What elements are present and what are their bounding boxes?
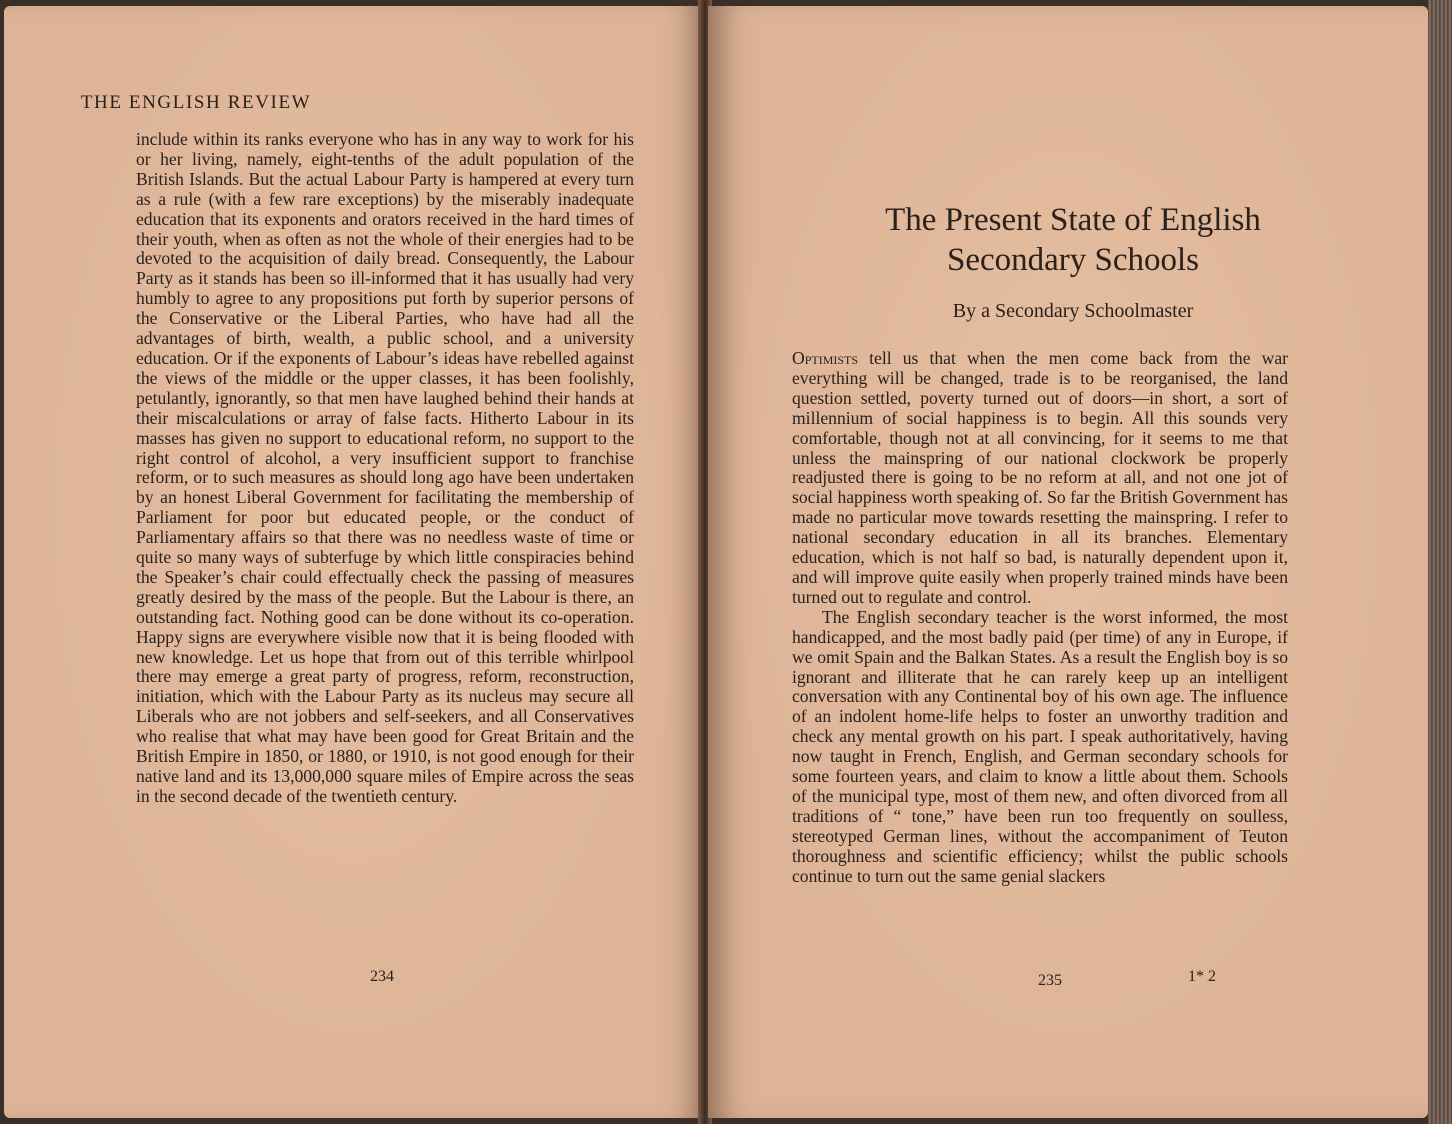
article-title-line-1: The Present State of English (885, 202, 1261, 238)
page-number-right: 235 (1038, 972, 1062, 989)
article-title-line-2: Secondary Schools (946, 242, 1200, 278)
right-page-paragraph-1 (792, 349, 1288, 608)
right-page-body (792, 349, 1288, 886)
paragraph-1-text: tell us that when the men come back from the war everything will be changed, trade is to be reorganised, the land question settled, poverty turned out of doors—in short, a sort of millennium of social happiness is to begin. All this sounds very comfortable, though not at all convincing, for it seems to me that unless the mainspring of our national clockwork be properly readjusted there is going to be no reform at all, and not one jot of social happiness worth speaking of. So far the British Government has made no particular move towards resetting the mainspring. I refer to national secondary education in all its branches. Elementary education, which is not half so bad, is naturally dependent upon it, and will improve quite easily when properly trained minds have been turned out to regulate and control. (792, 348, 1288, 607)
running-head: THE ENGLISH REVIEW (80, 92, 312, 113)
page-edges (1428, 0, 1452, 1124)
left-page-paragraph: include within its ranks everyone who has in any way to work for his or her living, namely, eight-tenths of the adult population of the British Islands. But the actual Labour Party is hampered at every turn as a rule (with a few rare exceptions) by the miserably inadequate education that its exponents and orators received in the hard times of their youth, when as often as not the whole of their energies had to be devoted to the acquisition of daily bread. Consequently, the Labour Party as it stands has been so ill-informed that it has usually had very humbly to agree to any propositions put forth by superior persons of the Conservative or the Liberal Parties, who have had all the advantages of birth, wealth, a public school, and a university education. Or if the exponents of Labour’s ideas have rebelled against the views of the middle or the upper classes, it has been foolishly, petulantly, ignorantly, so that men have laughed behind their hands at their miscalculations or array of false facts. Hitherto Labour in its masses has given no support to educational reform, no support to the right control of alcohol, a very insufficient support to franchise reform, or to such measures as should long ago have been undertaken by an honest Liberal Government for facilitating the membership of Parliament for poor but educated people, or the conduct of Parliamentary affairs so that there was no needless waste of time or quite so many ways of subterfuge by which little conspiracies behind the Speaker’s chair could effectually check the passing of measures greatly desired by the mass of the people. But the Labour is there, an outstanding fact. Nothing good can be done without its co-operation. Happy signs are everywhere visible now that it is being flooded with new knowledge. Let us hope that from out of this terrible whirlpool there may emerge a great party of progress, reform, reconstruction, initiation, which with the Labour Party as its nucleus may secure all Liberals who are not jobbers and self-seekers, and all Conservatives who realise that what may have been good for Great Britain and the British Empire in 1850, or 1880, or 1910, is not good enough for their native land and its 13,000,000 square miles of Empire across the seas in the second decade of the twentieth century. (136, 129, 634, 806)
left-page-body (136, 130, 634, 807)
article-byline: By a Secondary Schoolmaster (952, 300, 1194, 322)
signature-mark: 1* 2 (1188, 968, 1216, 985)
opening-word: Optimists (792, 348, 859, 368)
right-page-paragraph-2: The English secondary teacher is the worst informed, the most handicapped, and the most badly paid (per time) of any in Europe, if we omit Spain and the Balkan States. As a result the English boy is so ignorant and illiterate that he can rarely keep up an intelligent conversation with any Continental boy of his own age. The influence of an indolent home-life helps to foster an unworthy tradition and check any mental growth on his part. I speak authoritatively, having now taught in French, English, and German secondary schools for some fourteen years, and claim to know a little about them. Schools of the municipal type, most of them new, and often divorced from all traditions of “ tone,” have been run too frequently on soulless, stereotyped German lines, without the accompaniment of Teuton thoroughness and scientific efficiency; whilst the public schools continue to turn out the same genial slackers (792, 606, 1288, 886)
left-page (4, 6, 704, 1118)
page-number-left: 234 (370, 968, 394, 985)
article-title (788, 200, 1358, 280)
right-page (708, 6, 1428, 1118)
